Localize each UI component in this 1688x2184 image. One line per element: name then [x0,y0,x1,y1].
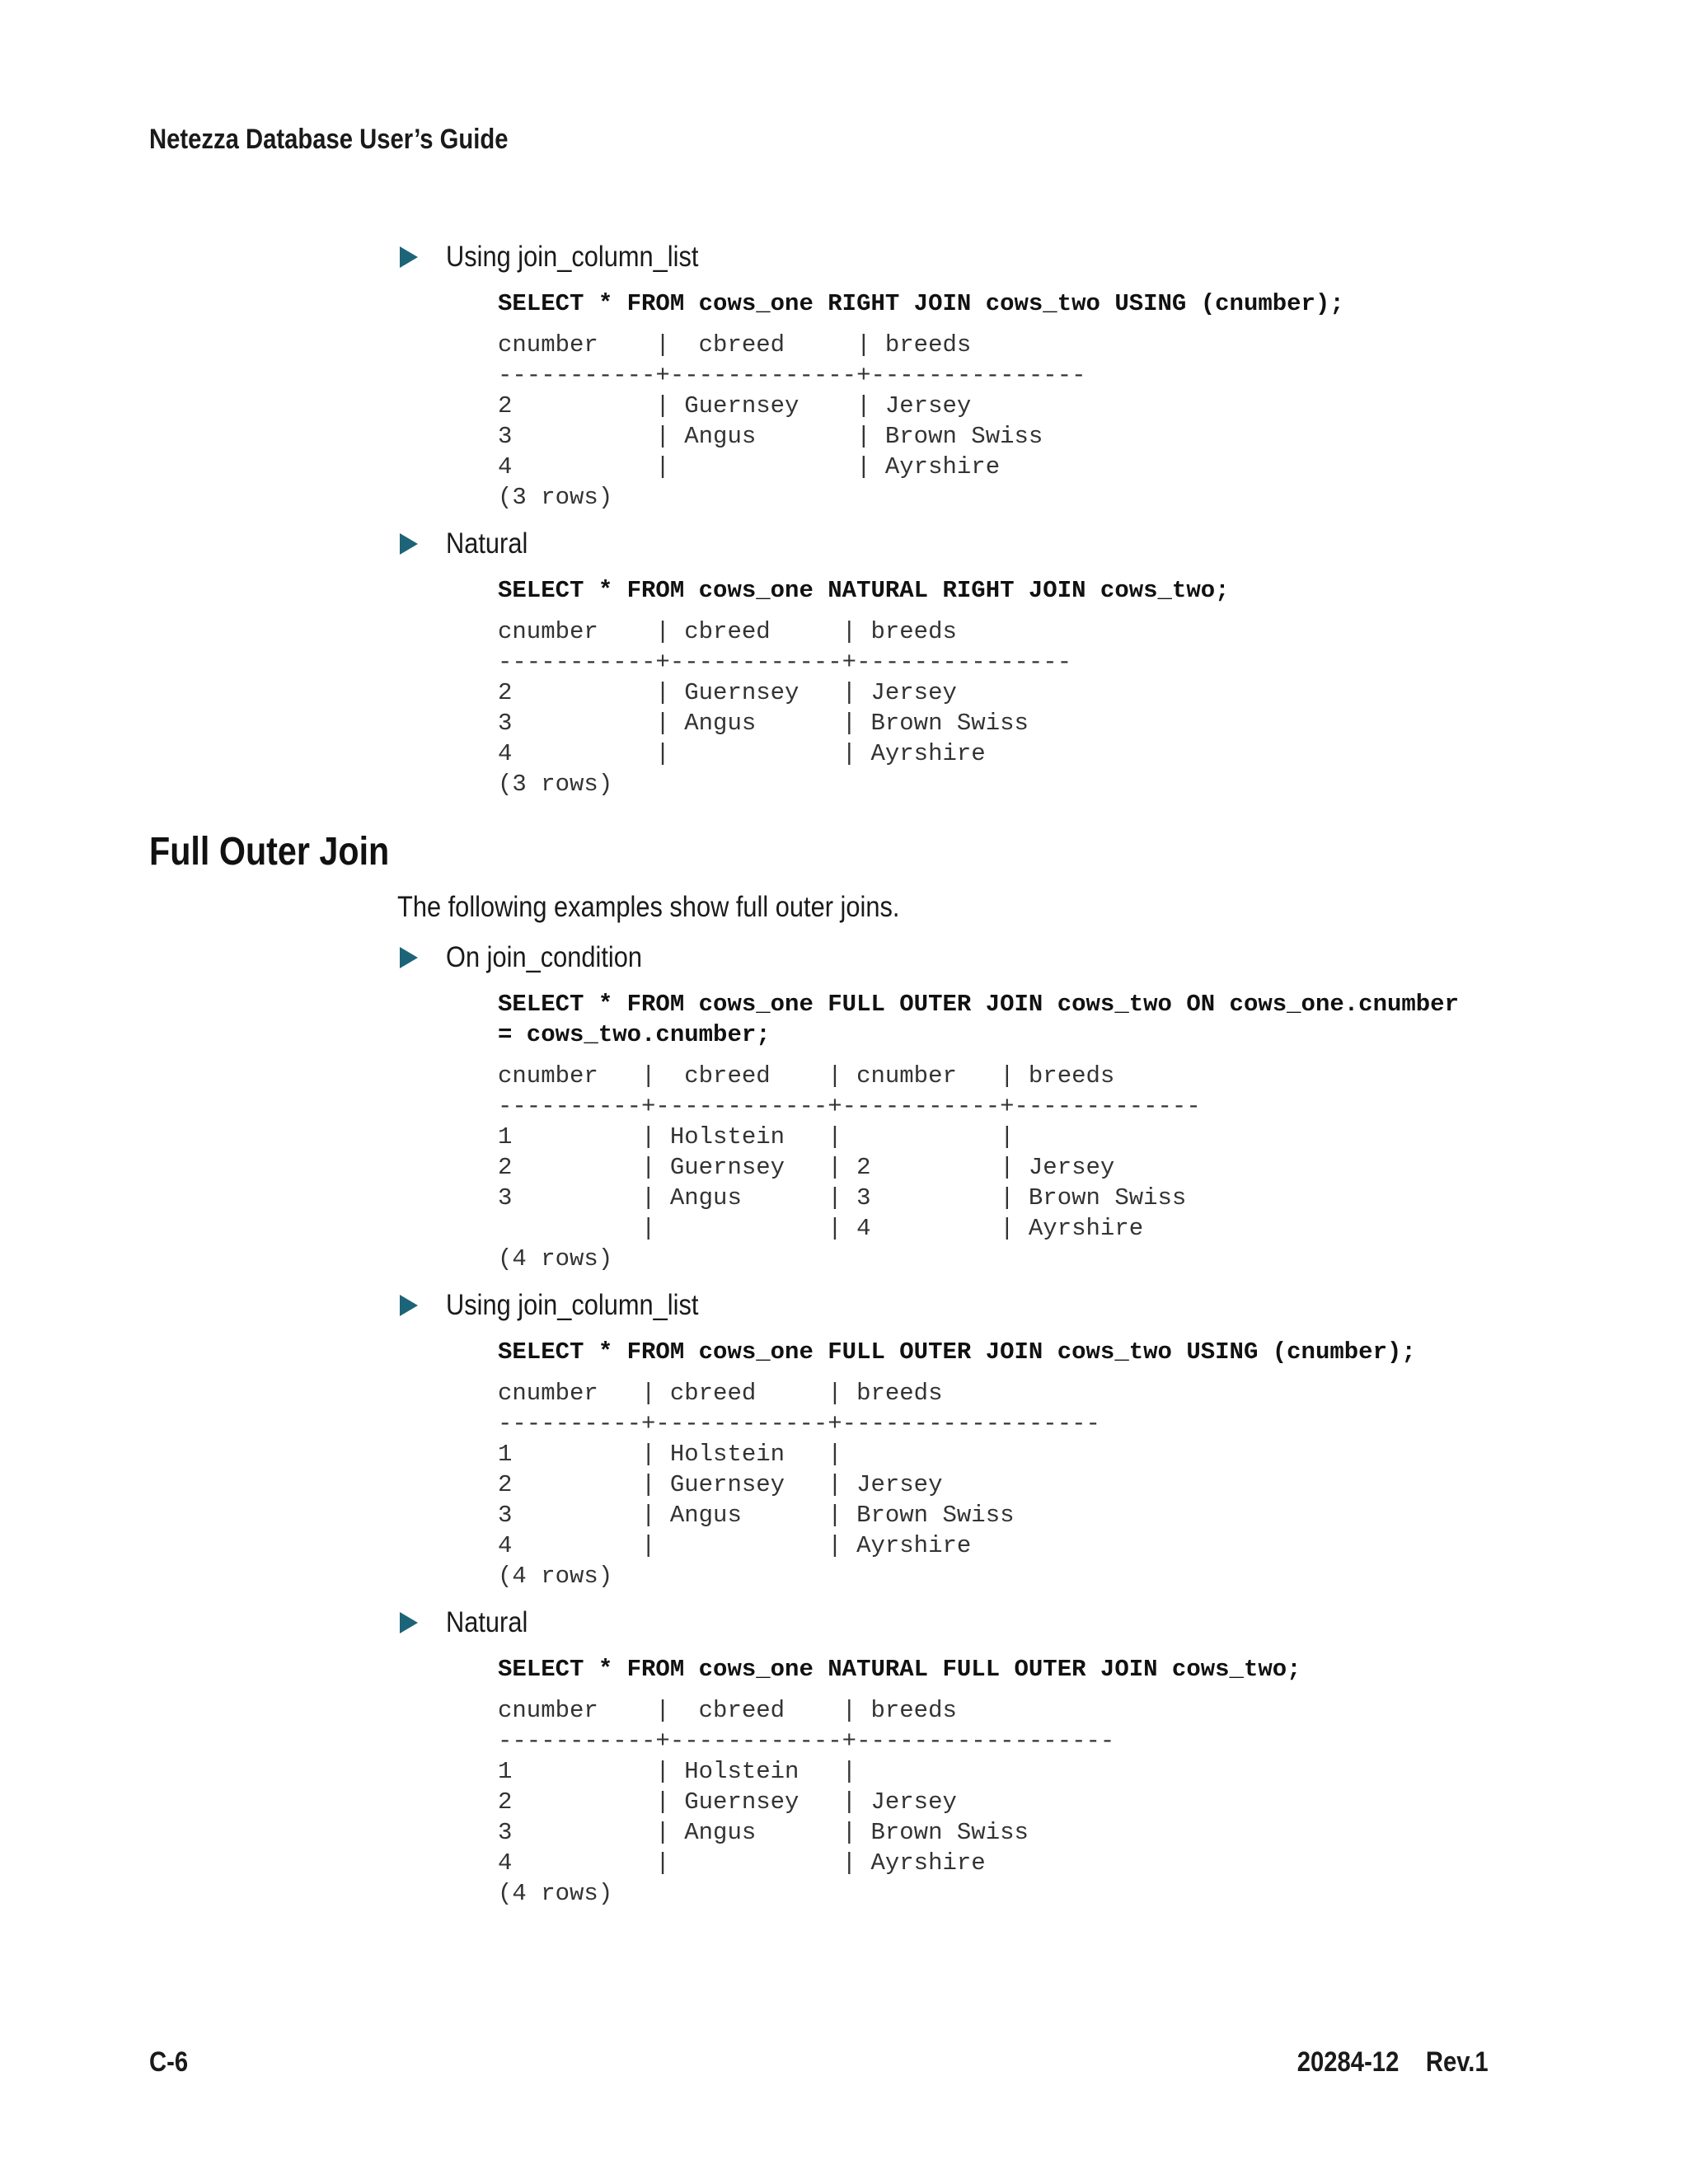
sql-statement: SELECT * FROM cows_one FULL OUTER JOIN cows_two ON cows_one.cnumber = cows_two.cnumber; [498,991,1459,1048]
bullet-natural-right [400,527,539,560]
bullet-on-condition [400,941,668,974]
running-header: Netezza Database User’s Guide [149,124,509,155]
query-result: cnumber | cbreed | breeds -----------+------------+------------------ 1 | Holstein | 2 | Guernsey | Jersey 3 | Angus | Brown Swiss 4 | | Ayrshire (4 rows) [498,1697,1115,1907]
bullet-using-right [400,241,733,274]
section-intro: The following examples show full outer joins. [397,891,900,923]
triangle-bullet-icon [400,533,418,555]
sql-statement: SELECT * FROM cows_one RIGHT JOIN cows_two USING (cnumber); [498,290,1344,317]
query-result: cnumber | cbreed | breeds -----------+-------------+--------------- 2 | Guernsey | Jersey 3 | Angus | Brown Swiss 4 | | Ayrshire (3 rows) [498,331,1086,511]
triangle-bullet-icon [400,1612,418,1633]
triangle-bullet-icon [400,947,418,968]
bullet-label: Using join_column_list [446,1289,699,1321]
query-result: cnumber | cbreed | breeds ----------+------------+------------------ 1 | Holstein | 2 | Guernsey | Jersey 3 | Angus | Brown Swiss 4 | | Ayrshire (4 rows) [498,1380,1100,1590]
sql-statement: SELECT * FROM cows_one NATURAL FULL OUTER JOIN cows_two; [498,1656,1301,1683]
sql-statement: SELECT * FROM cows_one NATURAL RIGHT JOIN cows_two; [498,577,1230,604]
triangle-bullet-icon [400,246,418,268]
bullet-label: Using join_column_list [446,241,699,273]
query-result: cnumber | cbreed | cnumber | breeds ----------+------------+-----------+------------- 1 | Holstein | | 2 | Guernsey | 2 | Jersey 3 | Angus | 3 | Brown Swiss | | 4 | Ayrshire (4 rows) [498,1062,1201,1272]
bullet-label: Natural [446,527,528,560]
bullet-natural-full [400,1606,539,1639]
bullet-label: On join_condition [446,941,643,973]
triangle-bullet-icon [400,1295,418,1316]
page-number: C-6 [149,2046,189,2078]
bullet-label: Natural [446,1606,528,1638]
sql-statement: SELECT * FROM cows_one FULL OUTER JOIN cows_two USING (cnumber); [498,1338,1416,1366]
document-id: 20284-12 Rev.1 [1297,2046,1489,2078]
section-title: Full Outer Join [149,830,390,874]
query-result: cnumber | cbreed | breeds -----------+------------+--------------- 2 | Guernsey | Jersey 3 | Angus | Brown Swiss 4 | | Ayrshire (3 rows) [498,618,1072,798]
bullet-using-full [400,1289,733,1322]
